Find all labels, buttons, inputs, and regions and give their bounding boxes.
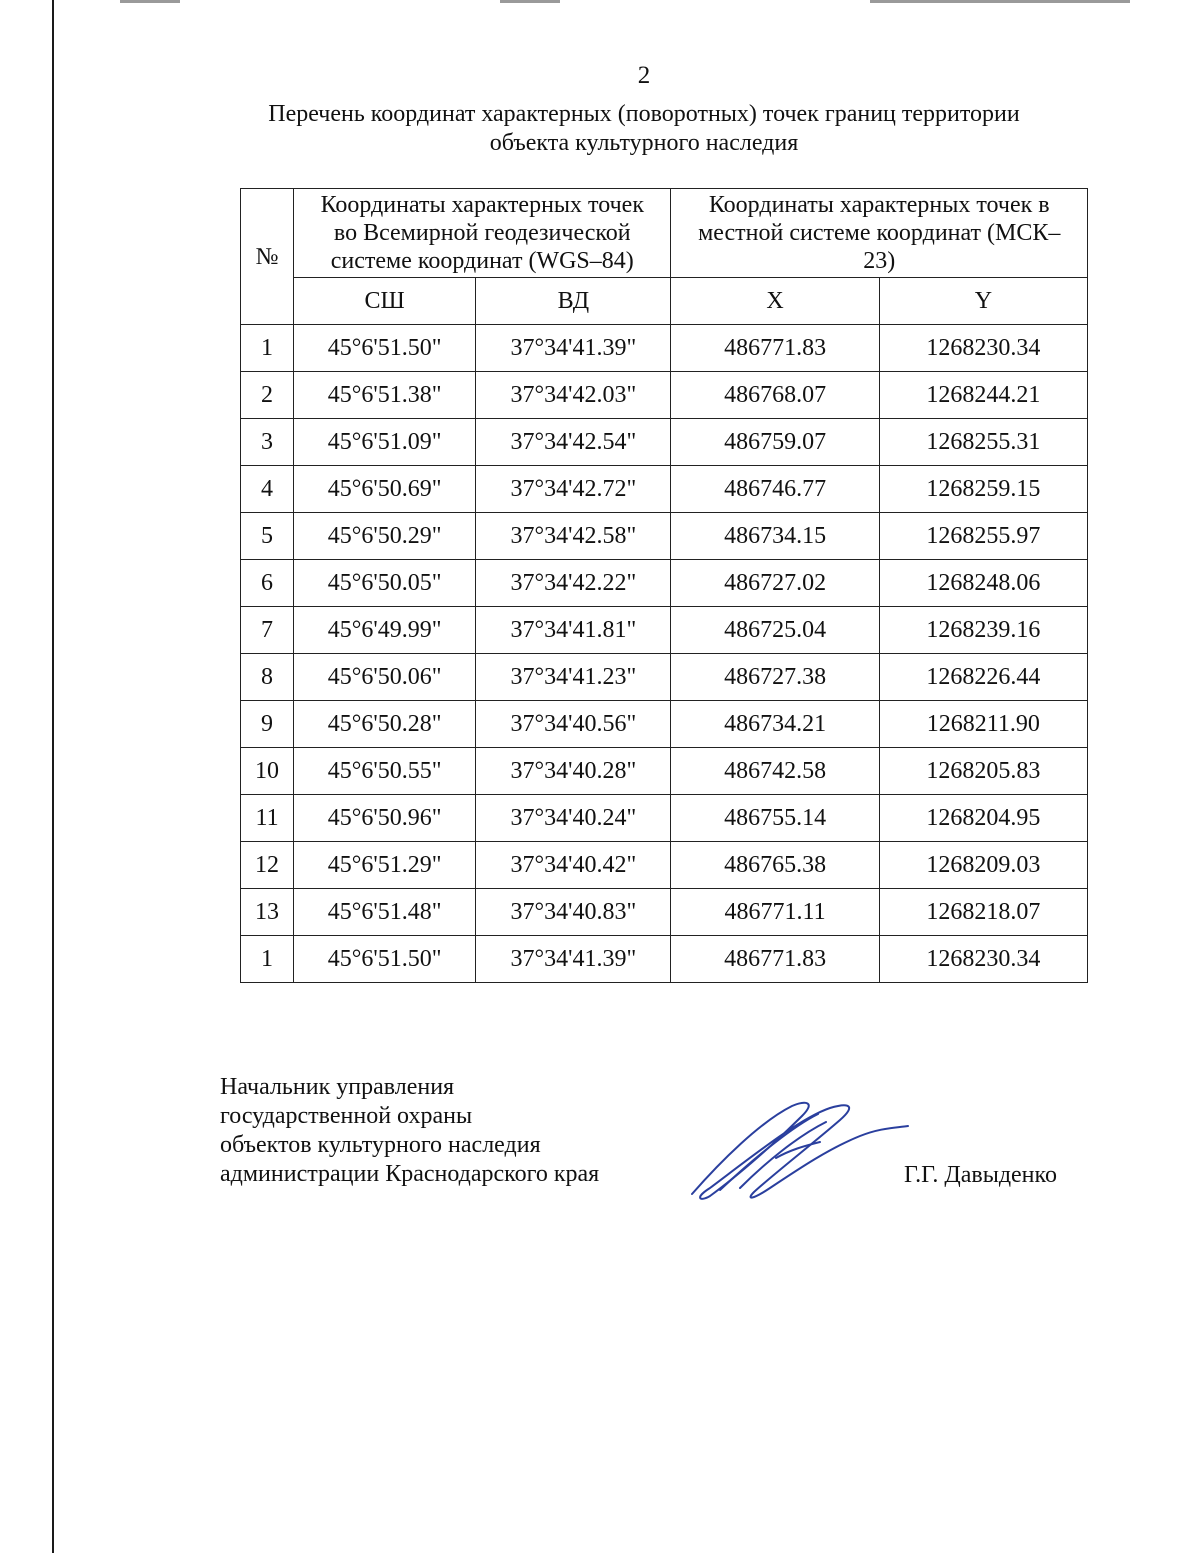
header-msk-line-2: местной системе координат (МСК–	[698, 220, 1061, 246]
table-row	[241, 889, 1088, 936]
header-wgs-line-1: Координаты характерных точек	[320, 192, 644, 218]
cell-x: 486759.07	[671, 419, 879, 466]
cell-lat: 45°6'50.05"	[294, 560, 476, 607]
header-wgs-line-3: системе координат (WGS–84)	[330, 248, 634, 274]
cell-lat: 45°6'50.28"	[294, 701, 476, 748]
header-lon: ВД	[476, 278, 671, 325]
cell-lat: 45°6'49.99"	[294, 607, 476, 654]
cell-x: 486727.38	[671, 654, 879, 701]
header-num: №	[241, 189, 294, 325]
cell-lat: 45°6'50.06"	[294, 654, 476, 701]
cell-num: 8	[241, 654, 294, 701]
cell-x: 486771.11	[671, 889, 879, 936]
table-row	[241, 795, 1088, 842]
cell-lat: 45°6'50.69"	[294, 466, 476, 513]
cell-x: 486765.38	[671, 842, 879, 889]
cell-lat: 45°6'51.48"	[294, 889, 476, 936]
cell-lat: 45°6'51.09"	[294, 419, 476, 466]
coordinates-table	[240, 188, 1088, 983]
cell-y: 1268259.15	[879, 466, 1087, 513]
cell-x: 486727.02	[671, 560, 879, 607]
cell-y: 1268230.34	[879, 936, 1087, 983]
document-title-line-1: Перечень координат характерных (поворотных) точек границ территории	[268, 101, 1020, 127]
cell-x: 486742.58	[671, 748, 879, 795]
cell-y: 1268205.83	[879, 748, 1087, 795]
cell-num: 10	[241, 748, 294, 795]
scan-edge-line	[52, 0, 54, 1553]
handwritten-signature-icon	[680, 1092, 920, 1212]
cell-lat: 45°6'50.55"	[294, 748, 476, 795]
cell-lon: 37°34'42.54"	[476, 419, 671, 466]
cell-lon: 37°34'42.03"	[476, 372, 671, 419]
cell-y: 1268248.06	[879, 560, 1087, 607]
cell-num: 1	[241, 325, 294, 372]
cell-num: 12	[241, 842, 294, 889]
document-title-line-2: объекта культурного наследия	[489, 130, 799, 156]
cell-y: 1268239.16	[879, 607, 1087, 654]
header-msk-line-3: 23)	[863, 248, 896, 274]
signatory-position-line-4: администрации Краснодарского края	[220, 1161, 600, 1187]
table-row	[241, 325, 1088, 372]
cell-lat: 45°6'50.29"	[294, 513, 476, 560]
header-y: Y	[879, 278, 1087, 325]
page-number: 2	[637, 62, 651, 89]
cell-lon: 37°34'41.23"	[476, 654, 671, 701]
table-row	[241, 513, 1088, 560]
cell-num: 7	[241, 607, 294, 654]
top-scan-marks	[0, 0, 1200, 6]
cell-x: 486725.04	[671, 607, 879, 654]
cell-y: 1268226.44	[879, 654, 1087, 701]
cell-x: 486734.15	[671, 513, 879, 560]
table-row	[241, 936, 1088, 983]
cell-num: 5	[241, 513, 294, 560]
header-wgs-line-2: во Всемирной геодезической	[333, 220, 631, 246]
table-row	[241, 607, 1088, 654]
cell-num: 11	[241, 795, 294, 842]
signatory-position-line-3: объектов культурного наследия	[220, 1132, 541, 1158]
header-lat: СШ	[294, 278, 476, 325]
signatory-position-line-2: государственной охраны	[220, 1103, 473, 1129]
cell-lon: 37°34'41.39"	[476, 325, 671, 372]
cell-lon: 37°34'42.58"	[476, 513, 671, 560]
header-msk-group	[671, 189, 1088, 278]
cell-num: 2	[241, 372, 294, 419]
cell-lon: 37°34'41.81"	[476, 607, 671, 654]
cell-num: 9	[241, 701, 294, 748]
cell-y: 1268204.95	[879, 795, 1087, 842]
table-row	[241, 560, 1088, 607]
table-header-row-1	[241, 189, 1088, 278]
signatory-position-line-1: Начальник управления	[220, 1074, 455, 1100]
cell-num: 13	[241, 889, 294, 936]
table-row	[241, 701, 1088, 748]
cell-lat: 45°6'51.50"	[294, 936, 476, 983]
table-row	[241, 372, 1088, 419]
table-header-row-2	[241, 278, 1088, 325]
cell-x: 486768.07	[671, 372, 879, 419]
cell-x: 486755.14	[671, 795, 879, 842]
cell-y: 1268244.21	[879, 372, 1087, 419]
cell-lon: 37°34'40.24"	[476, 795, 671, 842]
cell-lon: 37°34'40.28"	[476, 748, 671, 795]
cell-lat: 45°6'51.38"	[294, 372, 476, 419]
cell-x: 486734.21	[671, 701, 879, 748]
cell-num: 3	[241, 419, 294, 466]
table-row	[241, 842, 1088, 889]
cell-num: 4	[241, 466, 294, 513]
cell-x: 486771.83	[671, 325, 879, 372]
table-row	[241, 748, 1088, 795]
header-wgs-group	[294, 189, 671, 278]
cell-lon: 37°34'40.56"	[476, 701, 671, 748]
signer-name: Г.Г. Давыденко	[904, 1162, 1057, 1188]
table-row	[241, 654, 1088, 701]
cell-num: 1	[241, 936, 294, 983]
cell-y: 1268255.97	[879, 513, 1087, 560]
header-msk-line-1: Координаты характерных точек в	[708, 192, 1050, 218]
cell-y: 1268211.90	[879, 701, 1087, 748]
cell-y: 1268230.34	[879, 325, 1087, 372]
document-title	[140, 100, 1148, 158]
cell-y: 1268218.07	[879, 889, 1087, 936]
table-row	[241, 466, 1088, 513]
cell-lon: 37°34'42.72"	[476, 466, 671, 513]
cell-x: 486771.83	[671, 936, 879, 983]
cell-y: 1268209.03	[879, 842, 1087, 889]
cell-lon: 37°34'40.42"	[476, 842, 671, 889]
cell-y: 1268255.31	[879, 419, 1087, 466]
signatory-position	[220, 1073, 599, 1189]
cell-num: 6	[241, 560, 294, 607]
cell-lat: 45°6'51.29"	[294, 842, 476, 889]
header-x: X	[671, 278, 879, 325]
cell-lon: 37°34'40.83"	[476, 889, 671, 936]
cell-lon: 37°34'41.39"	[476, 936, 671, 983]
cell-lat: 45°6'50.96"	[294, 795, 476, 842]
table-row	[241, 419, 1088, 466]
cell-lat: 45°6'51.50"	[294, 325, 476, 372]
cell-lon: 37°34'42.22"	[476, 560, 671, 607]
cell-x: 486746.77	[671, 466, 879, 513]
